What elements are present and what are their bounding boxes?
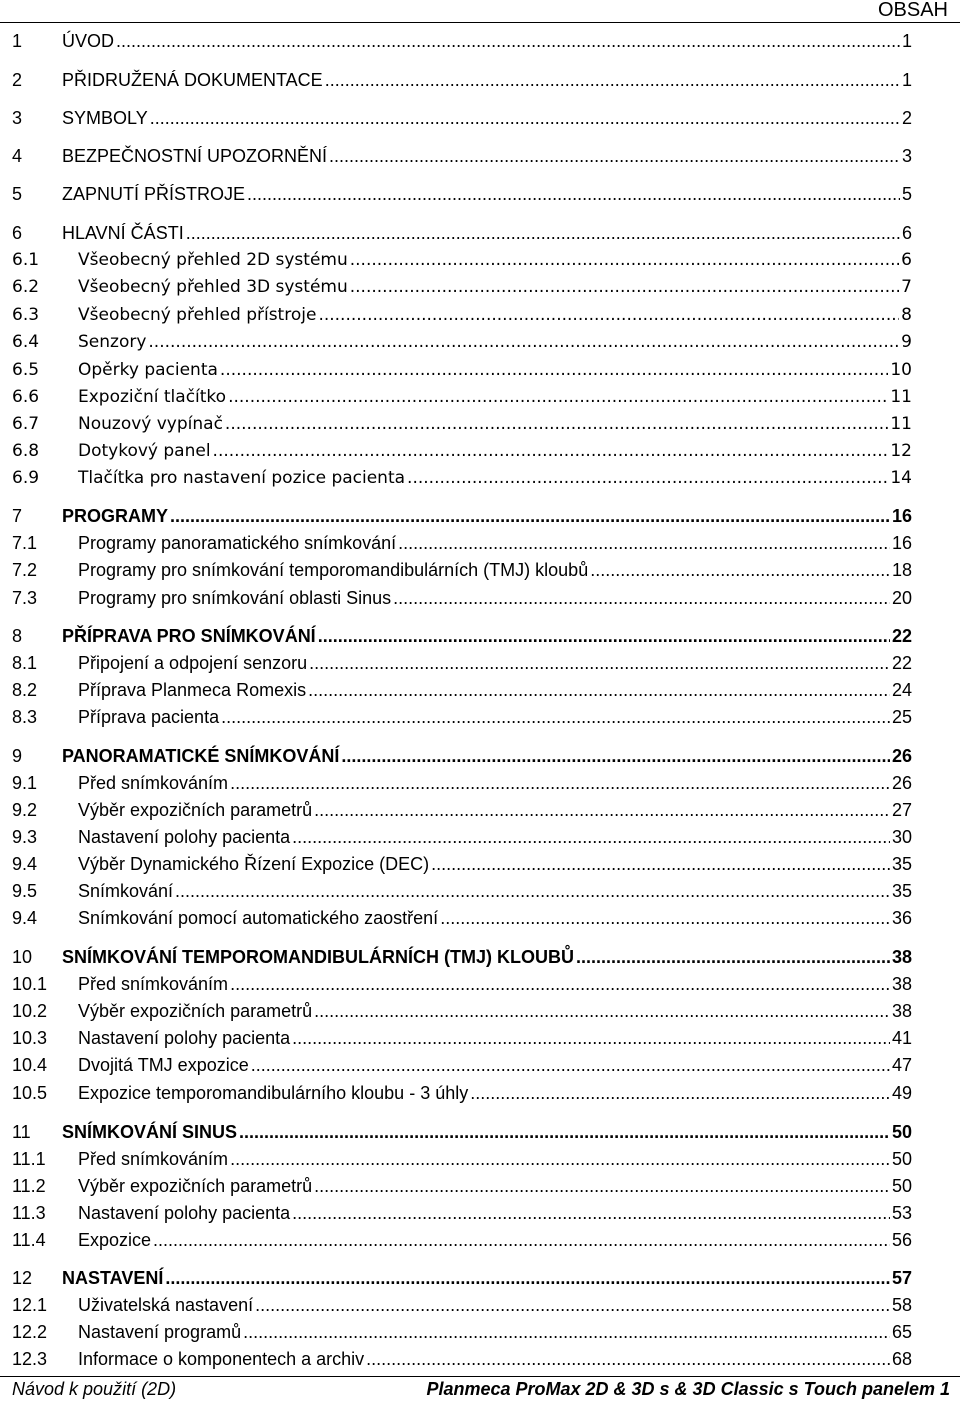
toc-entry-number: 10.3 (12, 1028, 48, 1048)
toc-entry[interactable] (12, 680, 912, 701)
toc-dot-leader (228, 387, 888, 407)
toc-dot-leader (470, 1083, 890, 1104)
toc-entry[interactable] (12, 854, 912, 875)
toc-entry-number: 11.3 (12, 1203, 46, 1223)
toc-entry[interactable] (12, 506, 912, 527)
toc-entry-page: 35 (891, 881, 912, 901)
toc-entry-title: SYMBOLY (62, 108, 148, 128)
toc-entry-page: 5 (901, 184, 912, 204)
toc-entry[interactable] (12, 1149, 912, 1170)
toc-entry-page: 14 (890, 468, 912, 488)
toc-dot-leader (230, 974, 890, 995)
toc-entry-title: Dvojitá TMJ expozice (78, 1055, 249, 1075)
toc-entry-number: 6.3 (12, 305, 40, 325)
toc-entry-title: Uživatelská nastavení (78, 1295, 254, 1315)
toc-entry-number: 6 (12, 223, 23, 243)
toc-entry-page: 6 (901, 223, 912, 243)
toc-entry-number: 6.6 (12, 387, 40, 407)
toc-entry-page: 36 (891, 908, 912, 928)
toc-entry-number: 11.2 (12, 1176, 46, 1196)
toc-entry-number: 10.1 (12, 974, 48, 994)
toc-entry[interactable] (12, 277, 912, 297)
toc-entry[interactable] (12, 533, 912, 554)
toc-entry-title: PŘÍPRAVA PRO SNÍMKOVÁNÍ (62, 626, 316, 646)
toc-dot-leader (148, 332, 899, 352)
toc-entry-title: Snímkování (78, 881, 174, 901)
toc-entry-title: Expozice temporomandibulárního kloubu - 3 úhly (78, 1083, 469, 1103)
toc-entry-page: 38 (891, 947, 912, 967)
toc-entry-page: 25 (891, 707, 912, 727)
toc-entry-title: Tlačítka pro nastavení pozice pacienta (78, 468, 406, 488)
toc-entry[interactable] (12, 1001, 912, 1022)
toc-entry-number: 6.8 (12, 441, 40, 461)
toc-entry-number: 10 (12, 947, 33, 967)
toc-entry[interactable] (12, 414, 912, 434)
toc-entry-title: Před snímkováním (78, 773, 229, 793)
toc-entry-page: 30 (891, 827, 912, 847)
toc-entry-number: 3 (12, 108, 23, 128)
toc-entry-number: 5 (12, 184, 23, 204)
toc-entry-page: 16 (891, 506, 912, 526)
toc-entry[interactable] (12, 908, 912, 929)
toc-dot-leader (398, 533, 890, 554)
toc-dot-leader (153, 1230, 890, 1251)
toc-entry-title: Před snímkováním (78, 1149, 229, 1169)
toc-entry[interactable] (12, 560, 912, 581)
toc-dot-leader (230, 773, 890, 794)
toc-dot-leader (230, 1149, 890, 1170)
toc-dot-leader (350, 250, 899, 270)
toc-entry-title: Výběr expozičních parametrů (78, 1176, 313, 1196)
toc-entry-page: 50 (891, 1176, 912, 1196)
toc-entry-number: 2 (12, 70, 23, 90)
toc-entry-page: 6 (901, 250, 912, 270)
toc-entry-title: Nastavení polohy pacienta (78, 827, 291, 847)
toc-entry-page: 9 (901, 332, 912, 352)
toc-entry-title: ÚVOD (62, 31, 115, 51)
toc-entry-page: 11 (890, 414, 912, 434)
toc-dot-leader (225, 414, 888, 434)
footer-manual-title: Návod k použití (2D) (12, 1379, 177, 1399)
toc-entry[interactable] (12, 223, 912, 244)
toc-entry[interactable] (12, 441, 912, 461)
toc-entry-page: 10 (890, 360, 912, 380)
toc-entry-number: 6.4 (12, 332, 40, 352)
toc-entry-title: Příprava pacienta (78, 707, 220, 727)
toc-entry-page: 22 (891, 626, 912, 646)
toc-entry-title: Výběr expozičních parametrů (78, 1001, 313, 1021)
toc-entry-page: 11 (890, 387, 912, 407)
toc-entry-number: 10.4 (12, 1055, 48, 1075)
toc-entry[interactable] (12, 881, 912, 902)
toc-dot-leader (292, 1028, 890, 1049)
toc-dot-leader (116, 31, 900, 52)
toc-entry-title: Nouzový vypínač (78, 414, 223, 434)
toc-entry[interactable] (12, 1122, 912, 1143)
toc-entry-number: 9 (12, 746, 23, 766)
toc-entry[interactable] (12, 108, 912, 129)
toc-entry-number: 11.4 (12, 1230, 46, 1250)
toc-entry-number: 9.3 (12, 827, 38, 847)
toc-entry-page: 2 (901, 108, 912, 128)
toc-entry-number: 8.1 (12, 653, 38, 673)
toc-dot-leader (308, 680, 890, 701)
toc-entry-page: 35 (891, 854, 912, 874)
toc-dot-leader (341, 746, 890, 767)
toc-entry-title: Programy pro snímkování temporomandibulárních (TMJ) kloubů (78, 560, 589, 580)
toc-entry-title: SNÍMKOVÁNÍ SINUS (62, 1122, 238, 1142)
toc-entry-title: Snímkování pomocí automatického zaostření (78, 908, 439, 928)
toc-entry[interactable] (12, 746, 912, 767)
toc-entry-title: Výběr Dynamického Řízení Expozice (DEC) (78, 854, 430, 874)
toc-entry-number: 9.4 (12, 854, 38, 874)
toc-entry-title: BEZPEČNOSTNÍ UPOZORNĚNÍ (62, 146, 328, 166)
toc-entry-number: 6.7 (12, 414, 40, 434)
toc-entry-page: 65 (891, 1322, 912, 1342)
toc-entry-title: Před snímkováním (78, 974, 229, 994)
toc-dot-leader (186, 223, 900, 244)
toc-entry-page: 68 (891, 1349, 912, 1369)
toc-entry-number: 7.2 (12, 560, 38, 580)
toc-entry-title: PANORAMATICKÉ SNÍMKOVÁNÍ (62, 746, 340, 766)
toc-entry-page: 16 (891, 533, 912, 553)
toc-entry[interactable] (12, 1349, 912, 1370)
toc-entry[interactable] (12, 588, 912, 609)
toc-entry[interactable] (12, 146, 912, 167)
toc-entry-page: 12 (890, 441, 912, 461)
toc-dot-leader (247, 184, 900, 205)
toc-entry[interactable] (12, 653, 912, 674)
toc-entry[interactable] (12, 31, 912, 52)
toc-entry-number: 8.2 (12, 680, 38, 700)
toc-entry[interactable] (12, 800, 912, 821)
toc-entry-title: NASTAVENÍ (62, 1268, 164, 1288)
toc-entry-title: Expozice (78, 1230, 152, 1250)
footer-product-name: Planmeca ProMax 2D & 3D s & 3D Classic s Touch panelem 1 (426, 1379, 950, 1399)
toc-entry[interactable] (12, 1203, 912, 1224)
toc-entry[interactable] (12, 387, 912, 407)
toc-entry-title: Dotykový panel (78, 441, 211, 461)
toc-entry-page: 24 (891, 680, 912, 700)
toc-entry[interactable] (12, 250, 912, 270)
toc-entry-page: 1 (901, 31, 912, 51)
toc-dot-leader (407, 468, 888, 488)
toc-entry-title: Výběr expozičních parametrů (78, 800, 313, 820)
toc-entry-page: 50 (891, 1122, 912, 1142)
toc-entry-page: 8 (901, 305, 912, 325)
toc-dot-leader (366, 1349, 890, 1370)
toc-entry-page: 26 (891, 773, 912, 793)
toc-entry[interactable] (12, 70, 912, 91)
toc-entry[interactable] (12, 1295, 912, 1316)
toc-entry-number: 6.9 (12, 468, 40, 488)
toc-dot-leader (213, 441, 889, 461)
toc-entry[interactable] (12, 1322, 912, 1343)
toc-dot-leader (329, 146, 900, 167)
toc-entry-title: Programy pro snímkování oblasti Sinus (78, 588, 392, 608)
toc-entry-number: 9.1 (12, 773, 38, 793)
toc-entry-title: Nastavení polohy pacienta (78, 1028, 291, 1048)
toc-entry-page: 58 (891, 1295, 912, 1315)
page-header-title: OBSAH (877, 0, 948, 21)
page-header (0, 0, 960, 23)
toc-entry-title: SNÍMKOVÁNÍ TEMPOROMANDIBULÁRNÍCH (TMJ) KLOUBŮ (62, 947, 574, 967)
toc-dot-leader (590, 560, 890, 581)
toc-entry[interactable] (12, 947, 912, 968)
toc-entry-number: 6.2 (12, 277, 40, 297)
toc-entry-number: 11 (12, 1122, 31, 1142)
toc-dot-leader (150, 108, 900, 129)
toc-entry-page: 1 (901, 70, 912, 90)
toc-entry-title: Všeobecný přehled přístroje (78, 305, 317, 325)
toc-entry-number: 12.2 (12, 1322, 48, 1342)
toc-dot-leader (431, 854, 890, 875)
toc-dot-leader (170, 506, 890, 527)
toc-entry[interactable] (12, 773, 912, 794)
toc-entry-title: Všeobecný přehled 3D systému (78, 277, 348, 297)
toc-entry-number: 10.2 (12, 1001, 48, 1021)
toc-entry[interactable] (12, 707, 912, 728)
toc-entry-title: Senzory (78, 332, 147, 352)
toc-entry-page: 18 (891, 560, 912, 580)
toc-entry-page: 20 (891, 588, 912, 608)
toc-dot-leader (440, 908, 890, 929)
toc-entry-page: 27 (891, 800, 912, 820)
toc-dot-leader (239, 1122, 890, 1143)
toc-dot-leader (220, 360, 888, 380)
toc-entry-number: 4 (12, 146, 23, 166)
toc-entry-title: Všeobecný přehled 2D systému (78, 250, 348, 270)
toc-entry-number: 12.1 (12, 1295, 48, 1315)
toc-entry-number: 6.5 (12, 360, 40, 380)
toc-dot-leader (243, 1322, 890, 1343)
toc-entry-title: HLAVNÍ ČÁSTI (62, 223, 184, 243)
toc-entry-title: Nastavení polohy pacienta (78, 1203, 291, 1223)
toc-dot-leader (255, 1295, 890, 1316)
toc-entry[interactable] (12, 974, 912, 995)
toc-entry-title: Příprava Planmeca Romexis (78, 680, 307, 700)
page-footer (0, 1376, 960, 1402)
toc-entry-number: 7.3 (12, 588, 38, 608)
toc-dot-leader (175, 881, 890, 902)
toc-entry[interactable] (12, 1176, 912, 1197)
toc-entry-number: 12.3 (12, 1349, 48, 1369)
toc-entry-number: 8.3 (12, 707, 38, 727)
toc-entry[interactable] (12, 1268, 912, 1289)
toc-entry[interactable] (12, 332, 912, 352)
toc-dot-leader (393, 588, 890, 609)
toc-entry-title: Opěrky pacienta (78, 360, 218, 380)
toc-dot-leader (350, 277, 899, 297)
toc-entry-number: 9.4 (12, 908, 38, 928)
toc-entry-title: Připojení a odpojení senzoru (78, 653, 308, 673)
toc-entry-number: 6.1 (12, 250, 40, 270)
toc-entry-number: 12 (12, 1268, 33, 1288)
toc-dot-leader (292, 827, 890, 848)
toc-dot-leader (314, 1001, 890, 1022)
toc-entry-number: 7 (12, 506, 23, 526)
toc-entry-title: Nastavení programů (78, 1322, 242, 1342)
toc-entry-page: 38 (891, 1001, 912, 1021)
toc-dot-leader (314, 800, 890, 821)
toc-dot-leader (309, 653, 890, 674)
toc-entry[interactable] (12, 1055, 912, 1076)
toc-entry-title: Informace o komponentech a archiv (78, 1349, 365, 1369)
toc-entry-page: 47 (891, 1055, 912, 1075)
toc-entry-title: Expoziční tlačítko (78, 387, 227, 407)
toc-entry-page: 3 (901, 146, 912, 166)
toc-entry-page: 56 (891, 1230, 912, 1250)
toc-entry-title: PŘIDRUŽENÁ DOKUMENTACE (62, 70, 323, 90)
toc-entry-number: 9.2 (12, 800, 38, 820)
toc-entry[interactable] (12, 184, 912, 205)
toc-entry-title: ZAPNUTÍ PŘÍSTROJE (62, 184, 246, 204)
toc-entry-page: 53 (891, 1203, 912, 1223)
toc-entry[interactable] (12, 305, 912, 325)
toc-entry-title: Programy panoramatického snímkování (78, 533, 397, 553)
toc-entry-number: 11.1 (12, 1149, 46, 1169)
toc-entry-page: 26 (891, 746, 912, 766)
toc-entry[interactable] (12, 1230, 912, 1251)
toc-dot-leader (325, 70, 900, 91)
toc-entry-number: 8 (12, 626, 23, 646)
toc-entry-page: 49 (891, 1083, 912, 1103)
toc-entry-page: 22 (891, 653, 912, 673)
toc-entry[interactable] (12, 468, 912, 488)
toc-entry-page: 7 (901, 277, 912, 297)
toc-entry[interactable] (12, 1028, 912, 1049)
toc-entry[interactable] (12, 1083, 912, 1104)
toc-dot-leader (292, 1203, 890, 1224)
toc-entry[interactable] (12, 626, 912, 647)
toc-dot-leader (165, 1268, 890, 1289)
toc-dot-leader (221, 707, 890, 728)
toc-entry[interactable] (12, 360, 912, 380)
toc-dot-leader (314, 1176, 890, 1197)
toc-entry[interactable] (12, 827, 912, 848)
toc-entry-page: 50 (891, 1149, 912, 1169)
toc-entry-page: 41 (891, 1028, 912, 1048)
toc-dot-leader (251, 1055, 890, 1076)
toc-entry-number: 7.1 (12, 533, 38, 553)
toc-entry-number: 1 (12, 31, 23, 51)
toc-entry-title: PROGRAMY (62, 506, 169, 526)
toc-dot-leader (318, 626, 890, 647)
toc-dot-leader (576, 947, 890, 968)
toc-entry-page: 57 (891, 1268, 912, 1288)
toc-dot-leader (318, 305, 899, 325)
toc-entry-number: 10.5 (12, 1083, 48, 1103)
toc-entry-number: 9.5 (12, 881, 38, 901)
toc-entry-page: 38 (891, 974, 912, 994)
